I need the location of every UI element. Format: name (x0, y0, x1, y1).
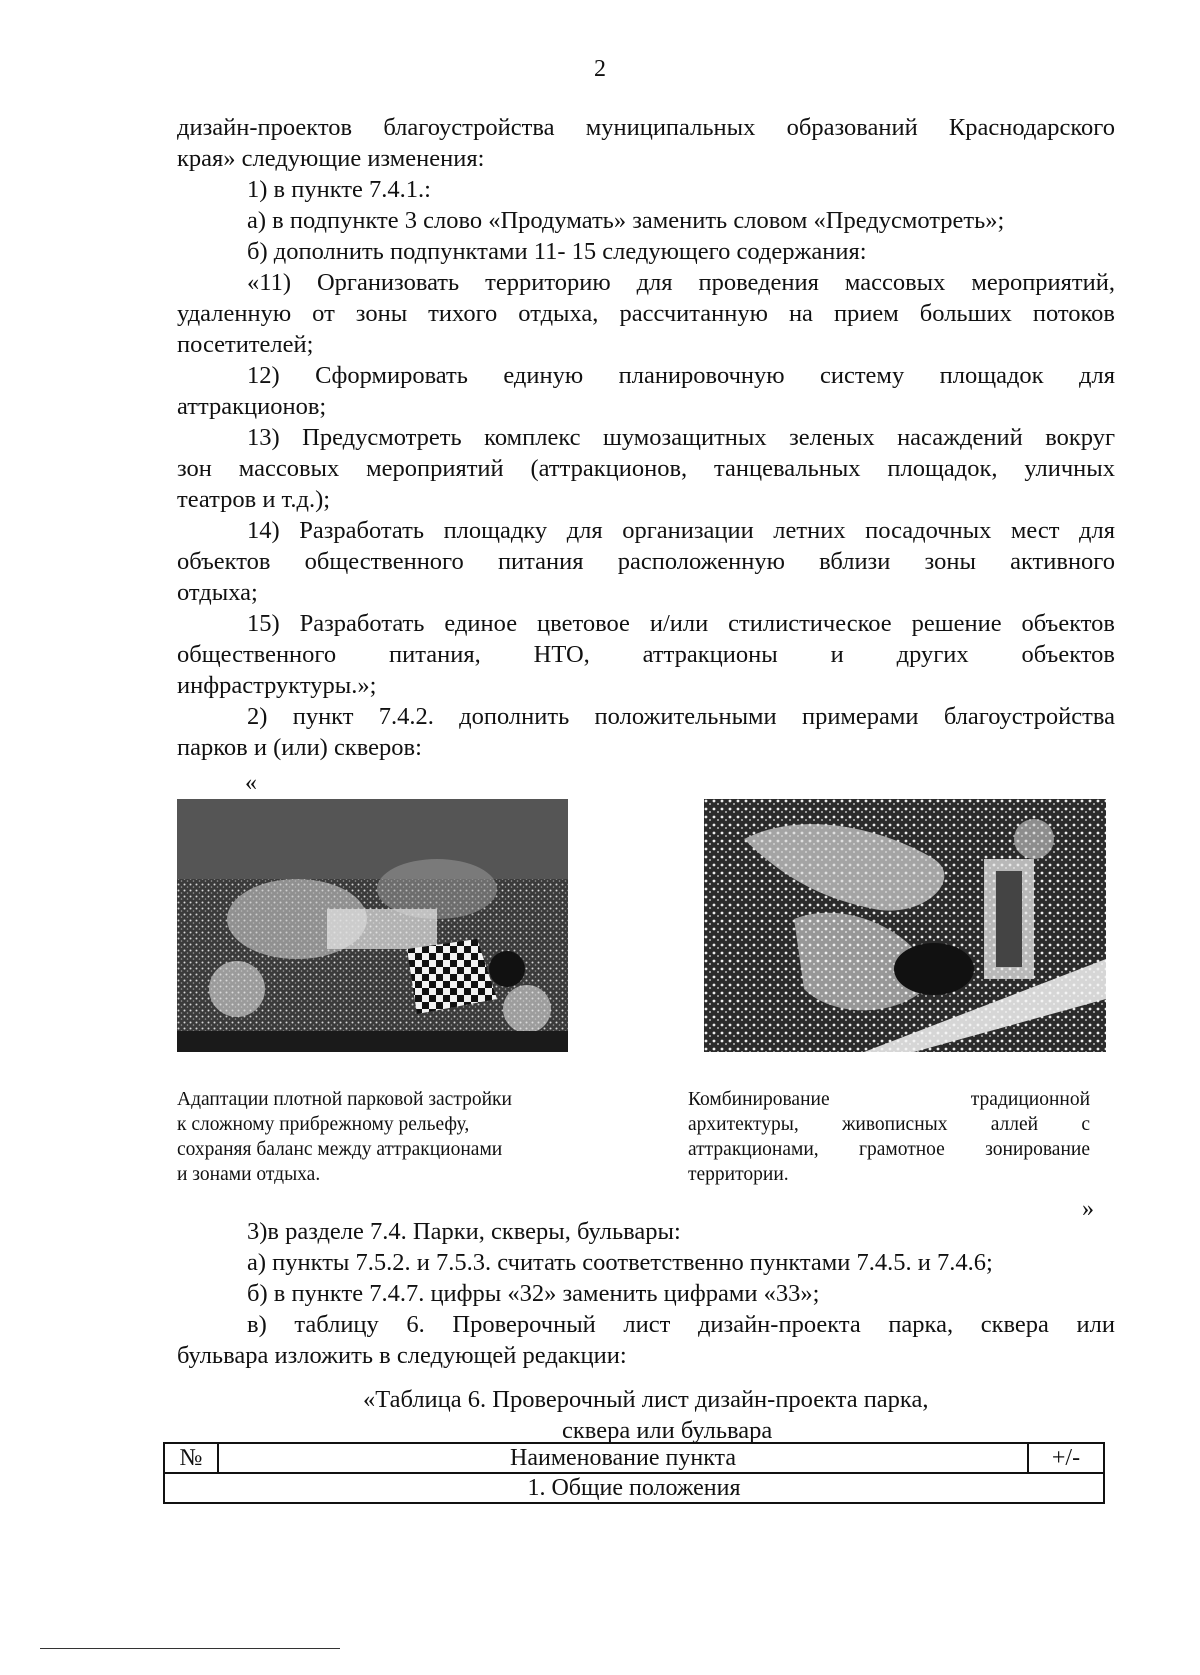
caption-line: Адаптации плотной парковой застройки (177, 1089, 512, 1110)
paragraph-line: в) таблицу 6. Проверочный лист дизайн-проекта парка, сквера или (247, 1311, 1115, 1338)
paragraph-line: 12) Сформировать единую планировочную систему площадок для (247, 362, 1115, 389)
paragraph-line: а) пункты 7.5.2. и 7.5.3. считать соответственно пунктами 7.4.5. и 7.4.6; (247, 1249, 993, 1276)
paragraph-line: б) в пункте 7.4.7. цифры «32» заменить цифрами «33»; (247, 1280, 820, 1307)
paragraph-line: 2) пункт 7.4.2. дополнить положительными примерами благоустройства (247, 703, 1115, 730)
park-photo-coastal (177, 799, 568, 1052)
paragraph-line: дизайн-проектов благоустройства муниципальных образований Краснодарского (177, 114, 1115, 141)
paragraph-line: 13) Предусмотреть комплекс шумозащитных зеленых насаждений вокруг (247, 424, 1115, 451)
paragraph-line: парков и (или) скверов: (177, 734, 422, 761)
paragraph-line: аттракционов; (177, 393, 327, 420)
section-general-provisions: 1. Общие положения (164, 1473, 1104, 1503)
paragraph-line: 15) Разработать единое цветовое и/или стилистическое решение объектов (247, 610, 1115, 637)
paragraph-line: 3)в разделе 7.4. Парки, скверы, бульвары: (247, 1218, 681, 1245)
closing-quote-mark: » (1082, 1196, 1094, 1222)
park-photo-aerial-image (704, 799, 1106, 1052)
amendment-text-top (177, 112, 1115, 763)
footer-rule (40, 1648, 340, 1649)
paragraph-line: зон массовых мероприятий (аттракционов, танцевальных площадок, уличных (177, 455, 1115, 482)
paragraph-line: удаленную от зоны тихого отдыха, рассчитанную на прием больших потоков (177, 300, 1115, 327)
paragraph-line: инфраструктуры.»; (177, 672, 377, 699)
caption-line: территории. (688, 1164, 789, 1185)
park-photo-aerial (704, 799, 1106, 1052)
page-number: 2 (594, 56, 606, 82)
paragraph-line: 1) в пункте 7.4.1.: (247, 176, 431, 203)
paragraph-line: 14) Разработать площадку для организации летних посадочных мест для (247, 517, 1115, 544)
caption-line: сохраняя баланс между аттракционами (177, 1139, 503, 1160)
header-number: № (164, 1443, 218, 1473)
paragraph-line: театров и т.д.); (177, 486, 331, 513)
paragraph-line: отдыха; (177, 579, 258, 606)
paragraph-line: объектов общественного питания расположенную вблизи зоны активного (177, 548, 1115, 575)
table-header-row (164, 1443, 1104, 1473)
paragraph-line: посетителей; (177, 331, 314, 358)
paragraph-line: б) дополнить подпунктами 11- 15 следующего содержания: (247, 238, 867, 265)
caption-line: Комбинирование традиционной (688, 1089, 1090, 1110)
table-title-line: «Таблица 6. Проверочный лист дизайн-проекта парка, (363, 1386, 929, 1413)
caption-aerial-park (688, 1087, 1090, 1187)
park-photo-coastal-image (177, 799, 568, 1052)
paragraph-line: «11) Организовать территорию для проведения массовых мероприятий, (247, 269, 1115, 296)
table-title-line: сквера или бульвара (562, 1417, 773, 1444)
caption-line: архитектуры, живописных аллей с (688, 1114, 1090, 1135)
table-title (177, 1384, 1115, 1446)
table-section-row (164, 1473, 1104, 1503)
paragraph-line: бульвара изложить в следующей редакции: (177, 1342, 627, 1369)
caption-line: аттракционами, грамотное зонирование (688, 1139, 1090, 1160)
paragraph-line: а) в подпункте 3 слово «Продумать» заменить словом «Предусмотреть»; (247, 207, 1005, 234)
paragraph-line: края» следующие изменения: (177, 145, 485, 172)
paragraph-line: общественного питания, НТО, аттракционы и других объектов (177, 641, 1115, 668)
checklist-table (163, 1442, 1105, 1504)
header-item-name: Наименование пункта (218, 1443, 1028, 1473)
caption-coastal-park (177, 1087, 577, 1187)
amendment-text-bottom (177, 1216, 1115, 1371)
opening-quote-mark: « (245, 770, 257, 796)
caption-line: к сложному прибрежному рельефу, (177, 1114, 470, 1135)
header-mark: +/- (1028, 1443, 1104, 1473)
caption-line: и зонами отдыха. (177, 1164, 321, 1185)
